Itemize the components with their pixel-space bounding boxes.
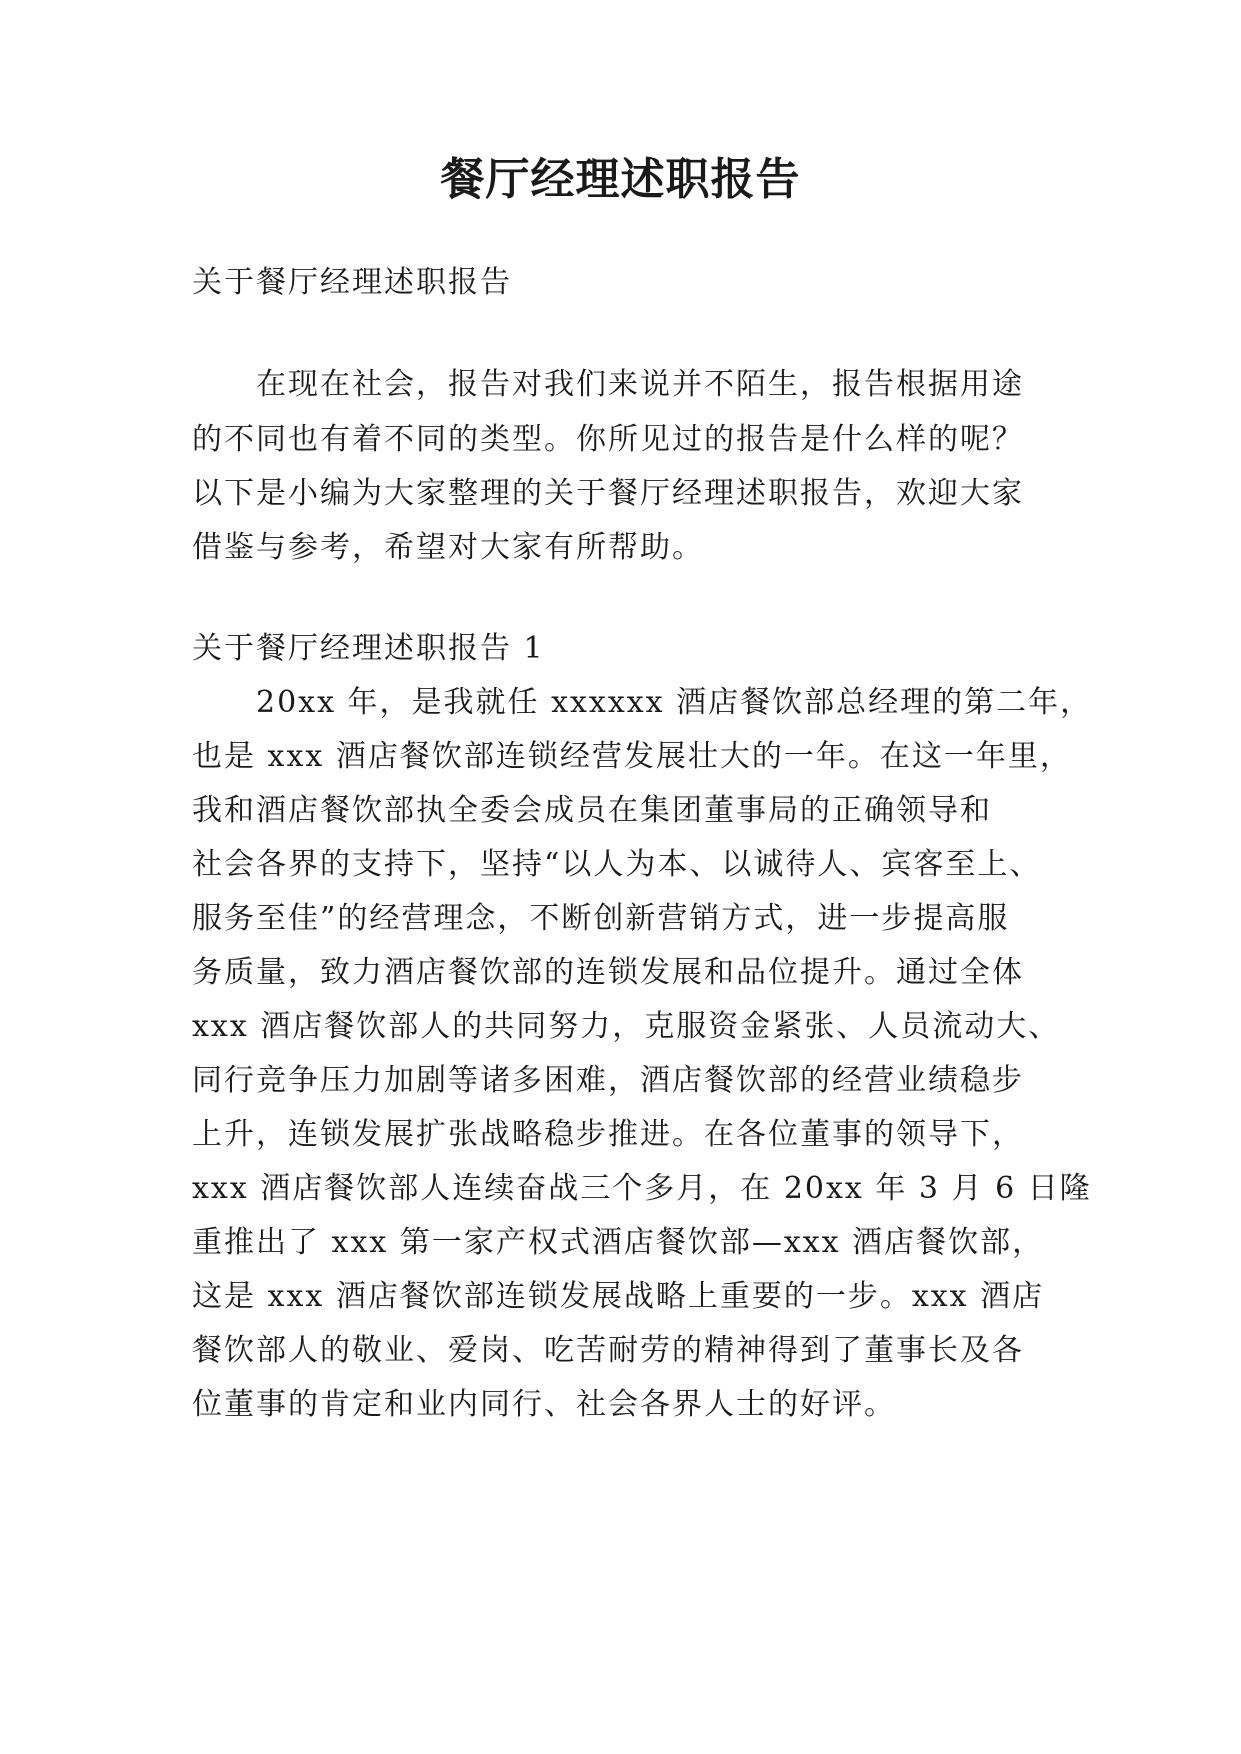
section-heading: 关于餐厅经理述职报告 1 xyxy=(192,631,545,666)
body-line: 位董事的肯定和业内同行、社会各界人士的好评。 xyxy=(192,1387,896,1422)
body-line: 上升，连锁发展扩张战略稳步推进。在各位董事的领导下， xyxy=(192,1117,1024,1152)
intro-line: 在现在社会，报告对我们来说并不陌生，报告根据用途 xyxy=(256,367,1024,402)
intro-line: 的不同也有着不同的类型。你所见过的报告是什么样的呢？ xyxy=(192,422,1024,457)
body-line: 我和酒店餐饮部执全委会成员在集团董事局的正确领导和 xyxy=(192,793,992,828)
body-line: xxx 酒店餐饮部人的共同努力，克服资金紧张、人员流动大、 xyxy=(192,1009,1061,1044)
intro-line: 借鉴与参考，希望对大家有所帮助。 xyxy=(192,530,704,565)
body-line: 务质量，致力酒店餐饮部的连锁发展和品位提升。通过全体 xyxy=(192,955,1024,990)
body-line: 同行竞争压力加剧等诸多困难，酒店餐饮部的经营业绩稳步 xyxy=(192,1063,1024,1098)
body-line: 重推出了 xxx 第一家产权式酒店餐饮部—xxx 酒店餐饮部， xyxy=(192,1225,1045,1260)
body-line: 服务至佳”的经营理念，不断创新营销方式，进一步提高服 xyxy=(192,901,1010,936)
body-line: 社会各界的支持下，坚持“以人为本、以诚待人、宾客至上、 xyxy=(192,847,1042,882)
body-line: xxx 酒店餐饮部人连续奋战三个多月，在 20xx 年 3 月 6 日隆 xyxy=(192,1171,1092,1206)
document-title: 餐厅经理述职报告 xyxy=(440,154,801,205)
intro-line: 以下是小编为大家整理的关于餐厅经理述职报告，欢迎大家 xyxy=(192,476,1024,511)
document-subtitle: 关于餐厅经理述职报告 xyxy=(192,265,512,300)
body-line: 这是 xxx 酒店餐饮部连锁发展战略上重要的一步。xxx 酒店 xyxy=(192,1279,1045,1314)
body-line: 也是 xxx 酒店餐饮部连锁经营发展壮大的一年。在这一年里， xyxy=(192,739,1072,774)
body-line: 餐饮部人的敬业、爱岗、吃苦耐劳的精神得到了董事长及各 xyxy=(192,1333,1024,1368)
body-line: 20xx 年，是我就任 xxxxxx 酒店餐饮部总经理的第二年， xyxy=(256,685,1093,720)
